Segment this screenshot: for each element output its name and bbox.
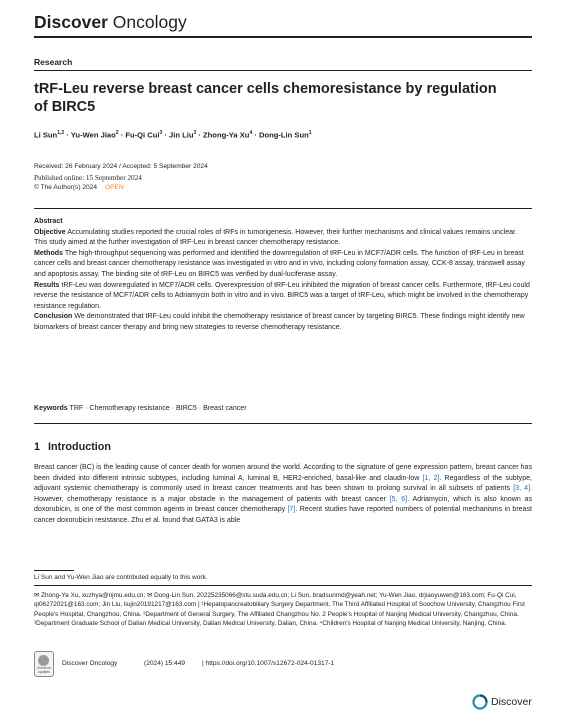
published-online: Published online: 15 September 2024 bbox=[34, 173, 142, 182]
discover-logo bbox=[472, 693, 532, 711]
keywords-text: TRF · Chemotherapy resistance · BIRC5 · Breast cancer bbox=[69, 405, 247, 412]
abstract-conclusion bbox=[34, 312, 530, 333]
paragraph bbox=[34, 463, 532, 527]
discover-logo-icon bbox=[472, 694, 488, 710]
author-affiliation: 1 bbox=[308, 130, 312, 136]
abstract-results bbox=[34, 281, 530, 313]
text-run: . Adriamycin, which is also known as doxorubicin, is one of the most common agents in breast cancer chemotherapy bbox=[34, 495, 532, 514]
citation-link[interactable]: [7] bbox=[287, 506, 296, 514]
author-name: Dong-Lin Sun bbox=[258, 130, 309, 140]
section-heading bbox=[34, 441, 111, 453]
copyright-line bbox=[34, 183, 208, 194]
discover-logo-text: Discover bbox=[491, 695, 532, 708]
footer-journal: Discover Oncology bbox=[62, 660, 118, 667]
author-name: Zhong-Ya Xu bbox=[203, 130, 250, 140]
footer-volume: (2024) 15:449 bbox=[144, 660, 186, 667]
article-title: tRF-Leu reverse breast cancer cells chemoresistance by regulation of BIRC5 bbox=[34, 81, 497, 115]
author-affiliation: 1,2 bbox=[57, 130, 65, 136]
introduction-body bbox=[34, 463, 532, 527]
open-access-badge: OPEN bbox=[105, 184, 124, 192]
journal-title bbox=[34, 10, 187, 34]
keywords-rule bbox=[34, 423, 532, 424]
abstract-methods bbox=[34, 249, 530, 281]
abstract-text: Accumulating studies reported the crucial roles of tRFs in tumorigenesis. However, their further mechanisms and clinical values remains unclear. This study aimed at the further investigation of tRF-Leu in breast cancer chemotherapy resistance. bbox=[34, 228, 517, 247]
check-updates-icon bbox=[38, 655, 49, 666]
author-name: Yu-Wen Jiao bbox=[70, 130, 116, 140]
badge-text: Check for updates bbox=[36, 666, 52, 674]
footnote-rule bbox=[34, 570, 74, 571]
page-footer bbox=[34, 651, 532, 679]
text-run: . Regardless of the subtype, adjuvant systemic chemotherapy is commonly used in breast cancer treatments and has been shown to prolong survival in all subsets of patients bbox=[34, 474, 532, 493]
author-affiliation: 3 bbox=[159, 130, 163, 136]
abstract-heading: Abstract bbox=[34, 218, 63, 225]
author-list: Li Sun$^{1,2}$ · Yu-Wen Jiao$^2$ · Fu-Qi Cui$^3$ · Jin Liu$^3$ · Zhong-Ya $Xu^4$ · Dong-Lin Sun$^1$ bbox=[34, 130, 312, 140]
contacts-rule bbox=[34, 585, 532, 586]
article-dates bbox=[34, 162, 208, 194]
keywords-label: Keywords bbox=[34, 405, 68, 412]
text-run: Breast cancer (BC) is the leading cause of cancer death for women around the world. According to the signature of gene expression pattern, breast cancer has been divided into different intrinsic subtypes, including luminal A, luminal B, HER2-enriched, basal-like and claudin-low bbox=[34, 464, 532, 482]
text-run: . However, chemotherapy resistance is a major obstacle in the management of patients with breast cancer bbox=[34, 485, 532, 503]
author-name: Jin Liu bbox=[169, 130, 194, 140]
keywords bbox=[34, 405, 247, 412]
section-rule bbox=[34, 70, 532, 71]
citation-link[interactable]: [5, 6] bbox=[389, 495, 408, 503]
abstract bbox=[34, 217, 530, 334]
abstract-label: Objective bbox=[34, 228, 66, 236]
abstract-label: Results bbox=[34, 281, 60, 289]
abstract-text: We demonstrated that tRF-Leu could inhibit the chemotherapy resistance of breast cancer by targeting BIRC5. These findings might identify new biomarkers of breast cancer therapy and bring new strategies to reverse chemotherapy resistance. bbox=[34, 313, 525, 331]
author-affiliation: 4 bbox=[249, 130, 253, 136]
contacts-text: ✉ Zhong-Ya Xu, xuzhya@njmu.edu.cn; ✉ Dong-Lin Sun, 20225235066@stu.suda.edu.cn; Li Sun, bradsunmd@yeah.net; Yu-Wen Jiao, drjiaoyuwen@163.com; Fu-Qi Cui, qi06272021@163.com; Jin Liu, liujin20191217@163.com | ¹Hepatopancreatobiliary Surgery Department, The Third Affiliated Hospital of Soochow University, Changzhou First People's Hospital, Changzhou, China. ²Department of General Surgery, The Affiliated Changzhou No. 2 People's Hospital of Nanjing Medical University, Changzhou, China. ³Department Graduate School of Dalian Medical University, Dalian Medical University, Dalian, China. ⁴Children's Hospital of Nanjing Medical University, Nanjing, China. bbox=[34, 592, 525, 627]
citation-link[interactable]: [3, 4] bbox=[513, 485, 531, 493]
footer-doi-link[interactable]: | https://doi.org/10.1007/s12672-024-01317-1 bbox=[202, 660, 335, 667]
author-name: Fu-Qi Cui bbox=[125, 130, 160, 140]
check-for-updates-badge[interactable] bbox=[34, 651, 54, 677]
copyright: © The Author(s) 2024 bbox=[34, 184, 98, 192]
journal-title-bold: Discover bbox=[34, 12, 108, 32]
contacts bbox=[34, 591, 531, 628]
received-accepted: Received: 26 February 2024 / Accepted: 5 September 2024 bbox=[34, 163, 208, 170]
author-affiliation: 3 bbox=[193, 130, 197, 136]
section-label: Research bbox=[34, 57, 73, 67]
author-name: Li Sun bbox=[34, 130, 58, 140]
abstract-objective bbox=[34, 228, 530, 249]
text-run: . Recent studies have reported numbers of potential mechanisms in breast cancer doxorubicin resistance. Zhu et al. found that GATA3 is able bbox=[34, 506, 533, 524]
journal-title-rest: Oncology bbox=[107, 12, 187, 32]
footnote: Li Sun and Yu-Wen Jiao are contributed equally to this work. bbox=[34, 574, 208, 581]
abstract-rule bbox=[34, 208, 532, 209]
section-title: Introduction bbox=[48, 441, 111, 453]
abstract-text: The high-throughput sequencing was performed and identified the downregulation of tRF-Leu in MCF7/ADR cells. The function of tRF-Leu in breast cancer cells and breast cancer chemotherapy resistance was investigated in vitro and in vivo, including colony formation assay, CCK-8 assay, transwell assay and apoptosis assay. The binding site of tRF-Leu on BIRC5 was verified by dual-luciferase assay. bbox=[34, 249, 525, 278]
author-affiliation: 2 bbox=[115, 130, 119, 136]
abstract-text: tRF-Leu was downregulated in MCF7/ADR cells. Overexpression of tRF-Leu inhibited the migration of breast cancer cells. Furthermore, tRF-Leu could reverse the resistance of MCF7/ADR cells to Adriamycin both in vitro and in vivo. BIRC5 was a target of tRF-Leu, which might be involved in the chemotherapy resistance regulation. bbox=[34, 281, 530, 310]
section-number: 1 bbox=[34, 441, 41, 453]
abstract-label: Conclusion bbox=[34, 313, 73, 321]
header-rule bbox=[34, 36, 532, 38]
citation-link[interactable]: [1, 2] bbox=[422, 474, 440, 482]
abstract-label: Methods bbox=[34, 249, 63, 257]
